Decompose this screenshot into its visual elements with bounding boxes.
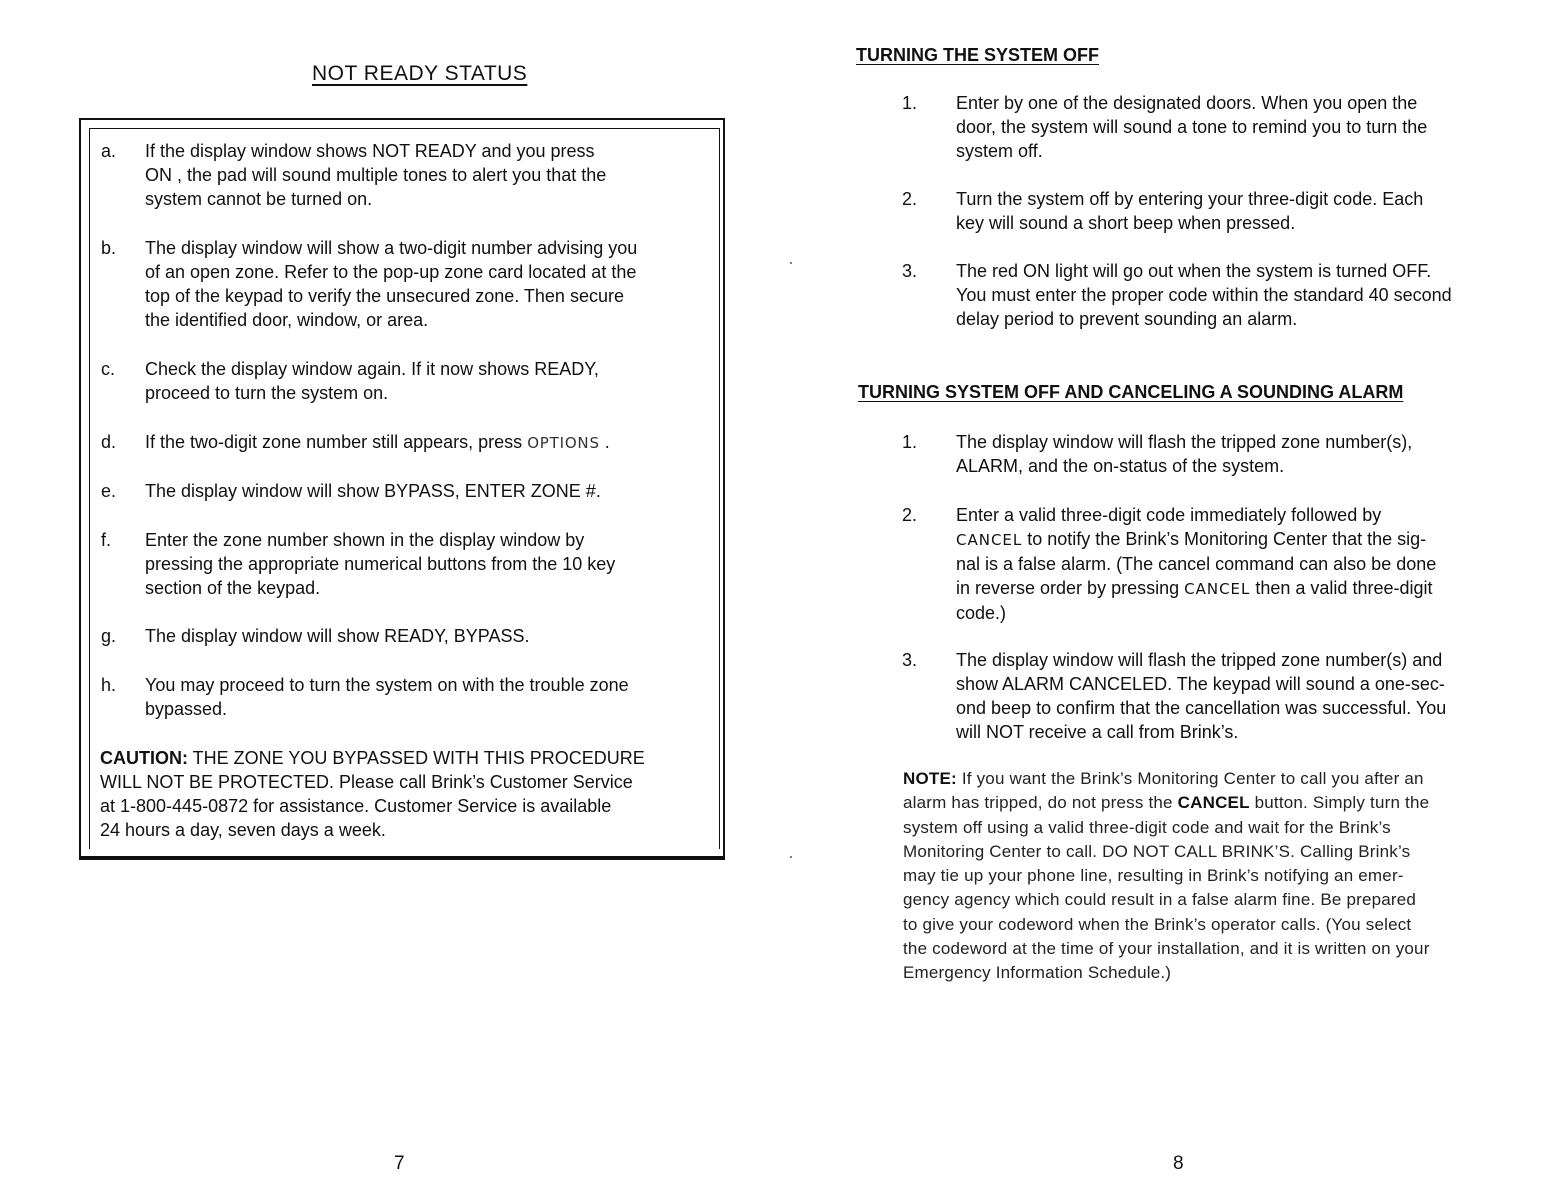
item-letter: d. (101, 432, 117, 452)
item-line: system cannot be turned on. (145, 189, 373, 209)
item-line: If the display window shows NOT READY and you press (145, 141, 595, 161)
item-line: You may proceed to turn the system on with the trouble zone (145, 675, 629, 695)
item-line: The display window will show READY, BYPASS. (145, 626, 530, 646)
scan-speck (790, 262, 792, 264)
item-line: of an open zone. Refer to the pop-up zone card located at the (145, 262, 637, 282)
item-line: proceed to turn the system on. (145, 383, 389, 403)
page-title-not-ready-status: NOT READY STATUS (312, 62, 528, 85)
scan-speck (790, 856, 792, 858)
caution-paragraph: CAUTION: THE ZONE YOU BYPASSED WITH THIS PROCEDURE WILL NOT BE PROTECTED. Please call Brink’s Customer Service at 1-800-445-0872 for assistance. Customer Service is available 24 hours a day, seven days a week. (100, 748, 645, 840)
item-letter: a. (101, 141, 117, 161)
heading-canceling-alarm: TURNING SYSTEM OFF AND CANCELING A SOUNDING ALARM (858, 382, 1404, 402)
item-line: top of the keypad to verify the unsecured zone. Then secure (145, 286, 624, 306)
item-line: Enter the zone number shown in the display window by (145, 530, 585, 550)
item-line: Check the display window again. If it now shows READY, (145, 359, 599, 379)
item-letter: c. (101, 359, 116, 379)
note-paragraph: NOTE: If you want the Brink’s Monitoring Center to call you after an alarm has tripped, do not press the CANCEL button. Simply turn the system off using a valid three-digit code and wait for the Brink’s Monitoring Center to call. DO NOT CALL BRINK’S. Calling Brink’s may tie up your phone line, resulting in Brink’s notifying an emer- gency agency which could result in a false alarm fine. Be prepared to give your codeword when the Brink’s operator calls. (You select the codeword at the time of your installation, and it is written on your Emergency Information Schedule.) (903, 769, 1430, 983)
item-line: The display window will show a two-digit number advising you (145, 238, 638, 258)
item-line: section of the keypad. (145, 578, 321, 598)
item-line: bypassed. (145, 699, 228, 719)
item-line: pressing the appropriate numerical buttons from the 10 key (145, 554, 616, 574)
step-number: 1. (902, 432, 918, 452)
page-number-right: 8 (1173, 1153, 1184, 1174)
item-line: ON , the pad will sound multiple tones to alert you that the (145, 165, 607, 185)
step-number: 2. (902, 189, 918, 209)
options-key-label: OPTIONS (527, 434, 600, 452)
item-letter: h. (101, 675, 117, 695)
item-letter: f. (101, 530, 112, 550)
item-letter: g. (101, 626, 117, 646)
step-number: 3. (902, 650, 918, 670)
heading-turning-system-off: TURNING THE SYSTEM OFF (856, 45, 1099, 65)
item-line: The display window will show BYPASS, ENTER ZONE #. (145, 481, 601, 501)
caution-label: CAUTION: (100, 748, 188, 768)
cancel-key-label: CANCEL (956, 531, 1023, 549)
item-line: If the two-digit zone number still appears, press OPTIONS . (145, 432, 610, 452)
item-letter: b. (101, 238, 117, 258)
step-number: 3. (902, 261, 918, 281)
cancel-key-label: CANCEL (1184, 580, 1251, 598)
step-number: 2. (902, 505, 918, 525)
item-line: the identified door, window, or area. (145, 310, 429, 330)
step-number: 1. (902, 93, 918, 113)
page-number-left: 7 (394, 1153, 405, 1174)
note-label: NOTE: (903, 769, 957, 788)
item-letter: e. (101, 481, 117, 501)
cancel-button-label: CANCEL (1177, 793, 1250, 813)
